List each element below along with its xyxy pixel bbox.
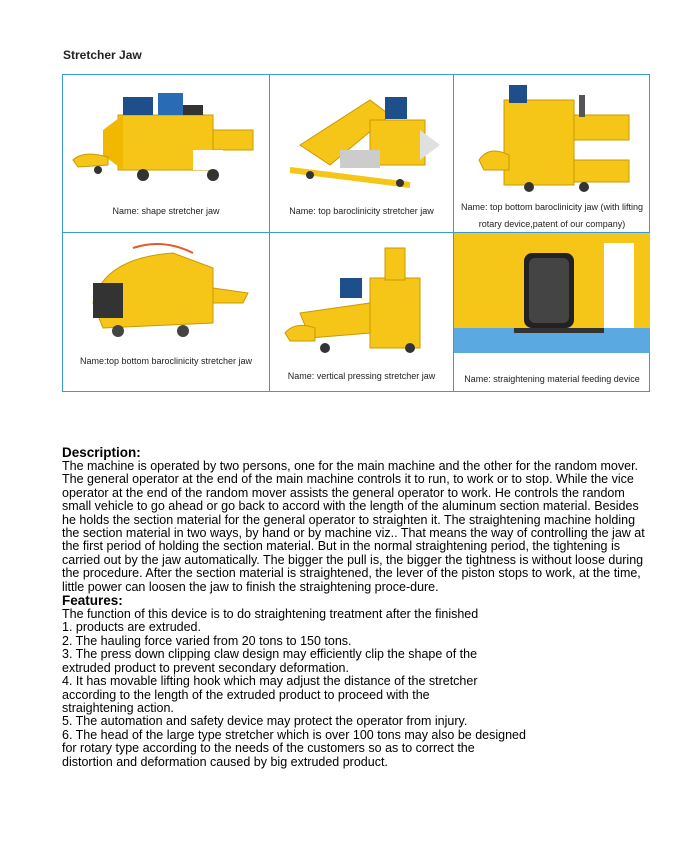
description-heading: Description:	[62, 445, 141, 460]
top-bottom-baroclinicity-jaw-image	[454, 75, 650, 200]
top-bottom-baroclinicity-stretcher-jaw-image	[63, 233, 270, 348]
product-cell	[270, 75, 454, 233]
product-cell	[270, 233, 454, 392]
product-grid	[62, 74, 650, 392]
feature-line: 5. The automation and safety device may protect the operator from injury.	[62, 714, 468, 729]
feature-line: according to the length of the extruded product to proceed with the	[62, 687, 430, 702]
product-caption: Name:top bottom baroclinicity stretcher jaw	[79, 356, 253, 366]
product-caption: Name: top baroclinicity stretcher jaw	[289, 206, 434, 216]
feature-line: distortion and deformation caused by big extruded product.	[62, 754, 388, 769]
product-cell	[454, 75, 650, 233]
top-baroclinicity-stretcher-jaw-image	[270, 75, 454, 215]
product-cell	[63, 233, 270, 392]
features-heading: Features:	[62, 593, 123, 609]
feature-line: 3. The press down clipping claw design may efficiently clip the shape of the	[62, 647, 478, 662]
feature-line: 2. The hauling force varied from 20 tons to 150 tons.	[62, 633, 352, 648]
product-caption: Name: top bottom baroclinicity jaw (with lifting rotary device,patent of our company)	[460, 202, 644, 229]
description-section	[62, 446, 652, 769]
product-cell	[454, 233, 650, 392]
vertical-pressing-stretcher-jaw-image	[270, 233, 454, 358]
straightening-material-feeding-device-image	[454, 233, 650, 353]
shape-stretcher-jaw-image	[63, 75, 270, 215]
feature-line: for rotary type according to the needs of the customers so as to correct the	[62, 741, 475, 756]
page-title: Stretcher Jaw	[63, 48, 142, 62]
product-caption: Name: straightening material feeding device	[464, 374, 640, 384]
description-text: The machine is operated by two persons, one for the main machine and the other for the random mover. The general operator at the end of the main machine controls it to run, to work or to stop. While the vice operator at the end of the random mover assists the general operator to work. He controls the random small vehicle to go ahead or go back to accord with the length of the aluminum section material. Besides he holds the section material for the general operator to straighten it. The straightening machine holding the section material in two ways, by hand or by machine viz.. That means the way of controlling the jaw at the first period of holding the section material. But in the normal straightening period, the tightening is carried out by the jaw automatically. The bigger the pull is, the bigger the tightness is without loose during the procedure. After the section material is straightened, the lever of the piston stops to work, at the time, little power can loosen the jaw to finish the straightening proce-dure.	[62, 459, 645, 594]
feature-line: The function of this device is to do straightening treatment after the finished	[62, 607, 479, 622]
feature-line: extruded product to prevent secondary deformation.	[62, 660, 349, 675]
feature-line: 6. The head of the large type stretcher which is over 100 tons may also be designed	[62, 727, 526, 742]
feature-line: 1. products are extruded.	[62, 620, 201, 635]
feature-line: 4. It has movable lifting hook which may adjust the distance of the stretcher	[62, 674, 478, 689]
product-cell	[63, 75, 270, 233]
feature-line: straightening action.	[62, 700, 174, 715]
features-list	[62, 608, 652, 769]
product-caption: Name: shape stretcher jaw	[112, 206, 220, 216]
product-caption: Name: vertical pressing stretcher jaw	[287, 371, 436, 381]
